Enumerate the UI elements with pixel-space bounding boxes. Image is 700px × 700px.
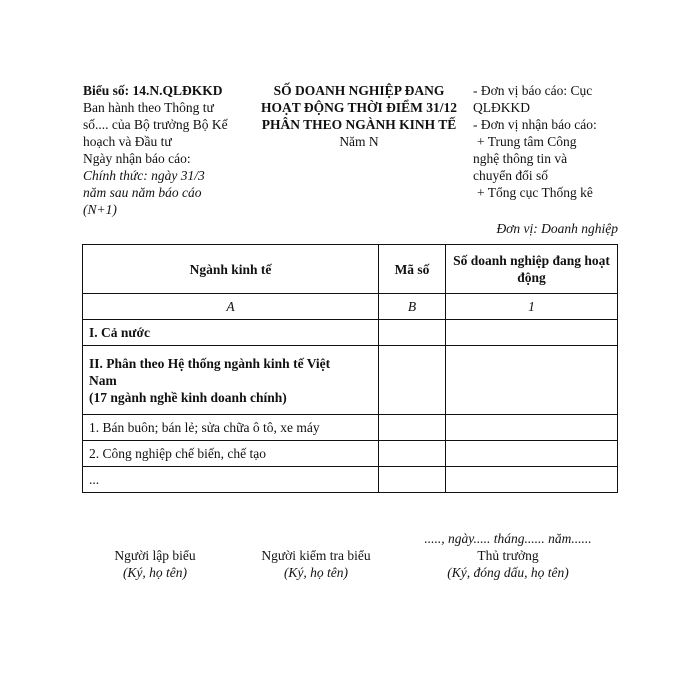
receiver-1-line-2: nghệ thông tin và bbox=[473, 151, 568, 166]
reporting-unit-label: - Đơn vị báo cáo: Cục bbox=[473, 83, 593, 98]
code-1: 1 bbox=[446, 294, 618, 320]
title-line-3: PHÂN THEO NGÀNH KINH TẾ bbox=[261, 117, 457, 132]
title-line-2: HOẠT ĐỘNG THỜI ĐIỂM 31/12 bbox=[260, 100, 458, 115]
date-line: ....., ngày..... tháng...... năm...... bbox=[424, 531, 592, 546]
header-industry: Ngành kinh tế bbox=[83, 245, 379, 294]
head-title: Thủ trưởng bbox=[477, 548, 539, 563]
preparer-signature bbox=[95, 547, 215, 581]
code-b: B bbox=[379, 294, 446, 320]
official-line-3: (N+1) bbox=[83, 202, 117, 217]
table-row bbox=[83, 320, 618, 346]
row-label-line-2: Nam bbox=[89, 372, 117, 388]
row-value-cell[interactable] bbox=[446, 320, 618, 346]
report-year: Năm N bbox=[339, 134, 379, 149]
row-code-cell[interactable] bbox=[379, 467, 446, 493]
receive-date-label: Ngày nhận báo cáo: bbox=[83, 151, 191, 166]
row-code-cell[interactable] bbox=[379, 441, 446, 467]
receiver-1-line-1: + Trung tâm Công bbox=[477, 134, 577, 149]
row-label bbox=[83, 346, 379, 415]
header-code: Mã số bbox=[379, 245, 446, 294]
table-row bbox=[83, 415, 618, 441]
unit-note: Đơn vị: Doanh nghiệp bbox=[496, 221, 618, 236]
official-line-1: Chính thức: ngày 31/3 bbox=[83, 168, 205, 183]
issued-line-2: số.... của Bộ trưởng Bộ Kế bbox=[83, 117, 228, 132]
row-label: 2. Công nghiệp chế biến, chế tạo bbox=[83, 441, 379, 467]
preparer-note: (Ký, họ tên) bbox=[122, 565, 188, 580]
preparer-title: Người lập biểu bbox=[114, 548, 196, 563]
form-info-block bbox=[83, 82, 253, 218]
head-signature bbox=[428, 547, 588, 581]
receiving-unit-label: - Đơn vị nhận báo cáo: bbox=[473, 117, 597, 132]
header-count: Số doanh nghiệp đang hoạt động bbox=[446, 245, 618, 294]
form-code: Biểu số: 14.N.QLĐKKD bbox=[83, 83, 223, 98]
table-row bbox=[83, 467, 618, 493]
table-code-row bbox=[83, 294, 618, 320]
issued-line-3: hoạch và Đầu tư bbox=[83, 134, 172, 149]
checker-note: (Ký, họ tên) bbox=[283, 565, 349, 580]
table-row bbox=[83, 346, 618, 415]
row-value-cell[interactable] bbox=[446, 415, 618, 441]
official-line-2: năm sau năm báo cáo bbox=[83, 185, 202, 200]
issued-line-1: Ban hành theo Thông tư bbox=[83, 100, 214, 115]
code-a: A bbox=[83, 294, 379, 320]
row-label-line-3: (17 ngành nghề kinh doanh chính) bbox=[89, 389, 287, 405]
row-label-line-1: II. Phân theo Hệ thống ngành kinh tế Việt bbox=[89, 355, 331, 371]
reporting-unit-value: QLĐKKD bbox=[473, 100, 530, 115]
row-code-cell[interactable] bbox=[379, 415, 446, 441]
row-value-cell[interactable] bbox=[446, 467, 618, 493]
receiver-1-line-3: chuyển đổi số bbox=[473, 168, 548, 183]
row-code-cell[interactable] bbox=[379, 346, 446, 415]
report-table bbox=[82, 244, 618, 493]
checker-title: Người kiểm tra biểu bbox=[261, 548, 371, 563]
receiver-2: + Tổng cục Thống kê bbox=[477, 185, 593, 200]
title-line-1: SỐ DOANH NGHIỆP ĐANG bbox=[273, 83, 445, 98]
form-title-block bbox=[248, 82, 470, 150]
checker-signature bbox=[248, 547, 384, 581]
head-note: (Ký, đóng dấu, họ tên) bbox=[447, 565, 569, 580]
row-value-cell[interactable] bbox=[446, 346, 618, 415]
row-code-cell[interactable] bbox=[379, 320, 446, 346]
table-header-row bbox=[83, 245, 618, 294]
row-value-cell[interactable] bbox=[446, 441, 618, 467]
row-label: 1. Bán buôn; bán lẻ; sửa chữa ô tô, xe máy bbox=[83, 415, 379, 441]
table-row bbox=[83, 441, 618, 467]
unit-info-block bbox=[473, 82, 623, 201]
row-label: I. Cả nước bbox=[83, 320, 379, 346]
row-label: ... bbox=[83, 467, 379, 493]
